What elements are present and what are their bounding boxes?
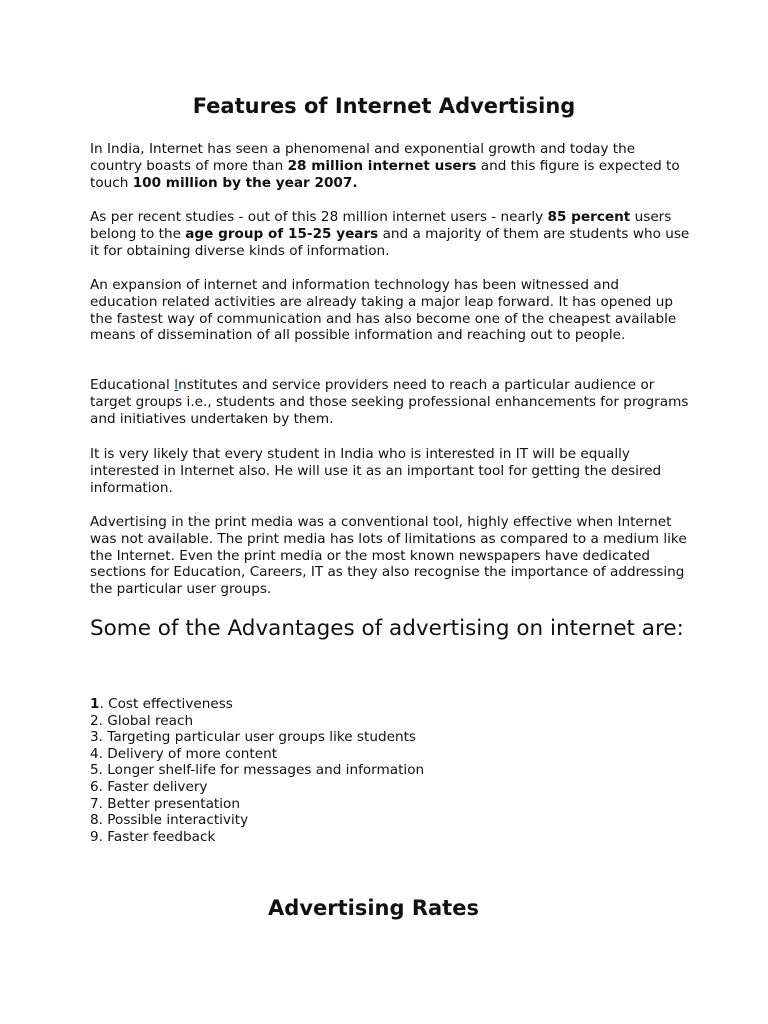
list-item-number: 7 [90, 795, 99, 812]
paragraph-text: In India, Internet has seen a phenomenal and exponential growth and today the country boasts of more than [90, 141, 636, 174]
list-item-text: . Cost effectiveness [99, 696, 233, 712]
paragraph-text: users belong to the [90, 209, 672, 242]
advantages-heading: Some of the Advantages of advertising on internet are: [90, 616, 684, 641]
paragraph-expansion: An expansion of internet and information technology has been witnessed and education related activities are already taking a major leap forward. It has opened up the fastest way of communication and has also become one of the cheapest available means of dissemination of all possible information and reaching out to people. [90, 277, 677, 344]
page-title: Features of Internet Advertising [192, 94, 576, 118]
list-item-text: . Faster delivery [98, 778, 208, 795]
list-item-number: 6 [90, 778, 99, 795]
bold-internet-users: 28 million internet users [287, 157, 477, 174]
paragraph-students-it: It is very likely that every student in India who is interested in IT will be equally interested in Internet also. He will use it as an important tool for getting the desired information. [90, 446, 662, 496]
paragraph-recent-studies [90, 209, 690, 259]
list-item [90, 812, 690, 829]
paragraph-text: Educational [90, 377, 175, 393]
bold-85-percent: 85 percent [547, 209, 631, 225]
list-item-number: 8 [90, 812, 99, 829]
list-item [90, 746, 690, 763]
list-item-text: . Longer shelf-life for messages and information [98, 762, 425, 779]
paragraph-text: and a majority of them are students who use it for obtaining diverse kinds of information. [90, 225, 690, 259]
institutes-link[interactable]: I [174, 377, 179, 393]
paragraph-internet-growth [90, 141, 690, 191]
paragraph-text: As per recent studies - out of this 28 million internet users - nearly [90, 209, 548, 225]
advertising-rates-heading: Advertising Rates [268, 896, 479, 920]
list-item [90, 762, 690, 779]
list-item-text: . Possible interactivity [98, 812, 249, 829]
list-item-number: 5 [90, 762, 99, 779]
list-item [90, 829, 690, 846]
list-item-text: . Targeting particular user groups like students [98, 729, 416, 746]
paragraph-print-media: Advertising in the print media was a conventional tool, highly effective when Internet was not available. The print media has lots of limitations as compared to a medium like the Internet. Even the print media or the most known newspapers have dedicated sections for Education, Careers, IT as they also recognise the importance of addressing the particular user groups. [90, 514, 687, 598]
list-item [90, 796, 690, 813]
list-item-text: . Faster feedback [98, 828, 216, 845]
bold-age-group: age group of 15-25 years [185, 225, 379, 242]
list-item-number: 4 [90, 745, 99, 762]
list-item [90, 729, 690, 746]
list-item [90, 696, 690, 713]
list-item-number: 1 [90, 696, 100, 712]
list-item-text: . Delivery of more content [98, 745, 278, 762]
bold-100-million: 100 million by the year 2007. [132, 174, 358, 191]
list-item [90, 779, 690, 796]
list-item-number: 2 [90, 712, 99, 729]
paragraph-text: and this figure is expected to touch [90, 157, 680, 191]
advantages-list [90, 696, 690, 845]
list-item-number: 9 [90, 828, 99, 845]
list-item-text: . Global reach [98, 712, 194, 729]
list-item [90, 713, 690, 730]
paragraph-educational-institutes [90, 377, 690, 427]
list-item-number: 3 [90, 729, 99, 746]
list-item-text: . Better presentation [98, 795, 240, 812]
paragraph-text: nstitutes and service providers need to reach a particular audience or target groups i.e., students and those seeking professional enhancements for programs and initiatives undertaken by them. [90, 377, 689, 427]
